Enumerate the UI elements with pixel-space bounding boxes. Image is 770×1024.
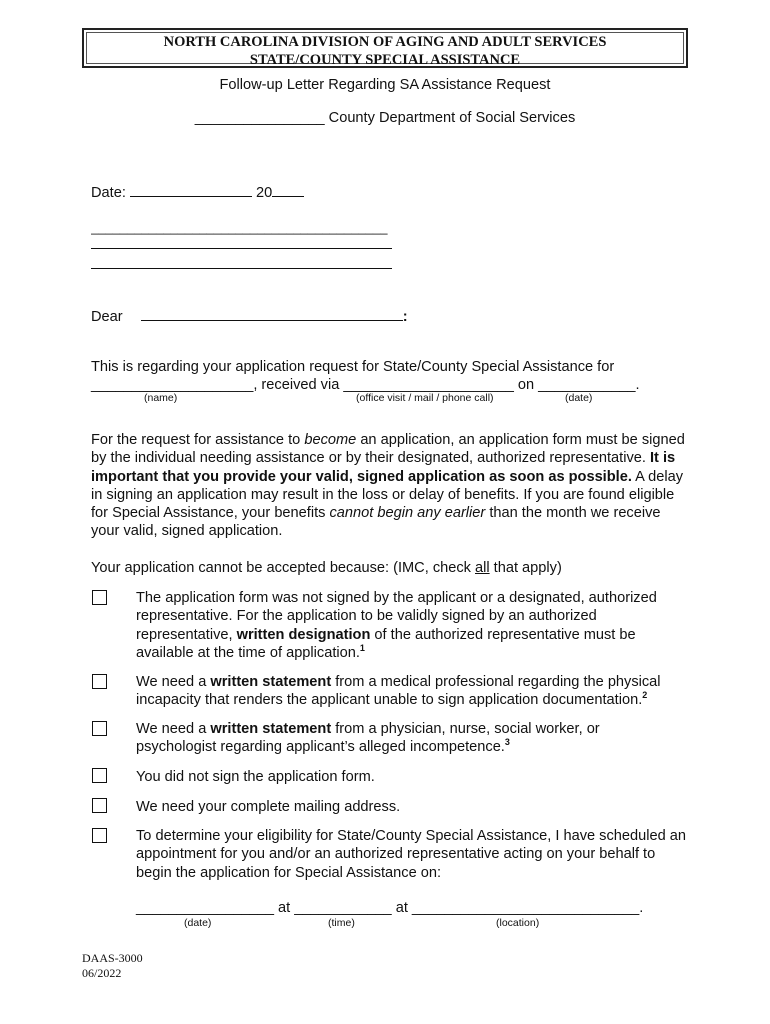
header-agency: NORTH CAROLINA DIVISION OF AGING AND ADULT SERVICES [163, 34, 607, 50]
salutation [91, 306, 408, 325]
header-program: STATE/COUNTY SPECIAL ASSISTANCE [249, 52, 521, 68]
reason-5-text: We need your complete mailing address. [136, 799, 401, 815]
date-field [91, 182, 304, 201]
footnote-3-marker: 3 [504, 737, 510, 748]
address-line-1[interactable]: _________________________________________ [91, 220, 388, 235]
date-label: Date: [91, 185, 126, 201]
appointment-date-caption: (date) [184, 917, 212, 929]
form-number: DAAS-3000 [82, 951, 143, 965]
form-revision-date: 06/2022 [82, 966, 122, 980]
reason-2-checkbox[interactable] [92, 674, 107, 689]
salutation-name-blank[interactable] [141, 306, 403, 321]
date-caption: (date) [565, 392, 593, 404]
appointment-location-caption: (location) [496, 917, 540, 929]
form-header [82, 28, 688, 68]
form-footer [82, 951, 143, 981]
reason-4-checkbox[interactable] [92, 768, 107, 783]
date-day-blank[interactable] [130, 182, 252, 197]
para-emphasis-become: become [304, 432, 357, 448]
reason-4-text: You did not sign the application form. [136, 769, 375, 785]
letter-subtitle: Follow-up Letter Regarding SA Assistance Request [219, 77, 551, 93]
reason-1-part-a: The application form was not signed by the applicant or a designated, authorized representative. For the application to be validly signed by an authorized representative, [136, 590, 657, 643]
salutation-colon: : [402, 309, 408, 325]
para-emphasis-earlier: cannot begin any earlier [329, 505, 486, 522]
address-line-2[interactable] [91, 248, 392, 249]
footnote-2-marker: 2 [642, 690, 648, 701]
date-year-prefix: 20 [256, 185, 273, 201]
reason-3-bold: written statement [210, 721, 332, 737]
county-blank[interactable]: ________________ [194, 110, 325, 126]
reason-3-part-a: We need a [136, 721, 211, 737]
reason-2-text [136, 673, 688, 710]
reason-2-bold: written statement [210, 674, 332, 690]
para-text-2: an application, an application form must be signed by the individual needing assistance or by their designated, authorized representative. [91, 432, 685, 467]
reasons-intro [91, 560, 562, 576]
appointment-line[interactable]: _________________ at ____________ at ____________________________. [136, 900, 644, 916]
county-line [0, 110, 770, 126]
reason-1-text [136, 589, 688, 662]
via-caption: (office visit / mail / phone call) [356, 392, 494, 404]
date-year-blank[interactable] [272, 182, 304, 197]
reason-1-checkbox[interactable] [92, 590, 107, 605]
reason-1-bold: written designation [236, 626, 371, 643]
reasons-intro-all: all [475, 560, 490, 576]
county-label: County Department of Social Services [324, 110, 576, 126]
reason-6-text: To determine your eligibility for State/County Special Assistance, I have scheduled an appointment for you and/or an authorized representative acting on your behalf to begin the application for Special Assistance on: [136, 828, 687, 881]
instructions-paragraph [91, 431, 691, 541]
appointment-time-caption: (time) [328, 917, 355, 929]
regarding-line-1: This is regarding your application request for State/County Special Assistance for [91, 359, 615, 375]
reason-1-part-b: of the authorized representative must be available at the time of application. [136, 626, 636, 661]
para-text-1: For the request for assistance to [91, 432, 305, 448]
reason-2-part-b: from a medical professional regarding the physical incapacity that renders the applicant unable to sign application documentation. [136, 674, 661, 709]
reason-6-checkbox[interactable] [92, 828, 107, 843]
footnote-1-marker: 1 [359, 643, 365, 654]
reasons-intro-after: that apply) [489, 560, 562, 576]
para-important-notice: It is important that you provide your valid, signed application as soon as possible. [91, 450, 676, 485]
para-text-4: than the month we receive your valid, signed application. [91, 505, 661, 540]
salutation-label: Dear [91, 309, 123, 325]
address-line-3[interactable] [91, 268, 392, 269]
regarding-line-2[interactable]: ____________________, received via _____________________ on ____________. [91, 377, 640, 393]
reason-2-part-a: We need a [136, 674, 211, 690]
reason-5-checkbox[interactable] [92, 798, 107, 813]
reason-3-text [136, 720, 636, 757]
reasons-intro-text: Your application cannot be accepted because: (IMC, check [91, 560, 475, 576]
reason-3-checkbox[interactable] [92, 721, 107, 736]
name-caption: (name) [144, 392, 178, 404]
para-text-3: A delay in signing an application may result in the loss or delay of benefits. If you are found eligible for Special Assistance, your benefits [91, 468, 683, 522]
reason-3-part-b: from a physician, nurse, social worker, or psychologist regarding applicant’s alleged incompetence. [136, 721, 600, 756]
